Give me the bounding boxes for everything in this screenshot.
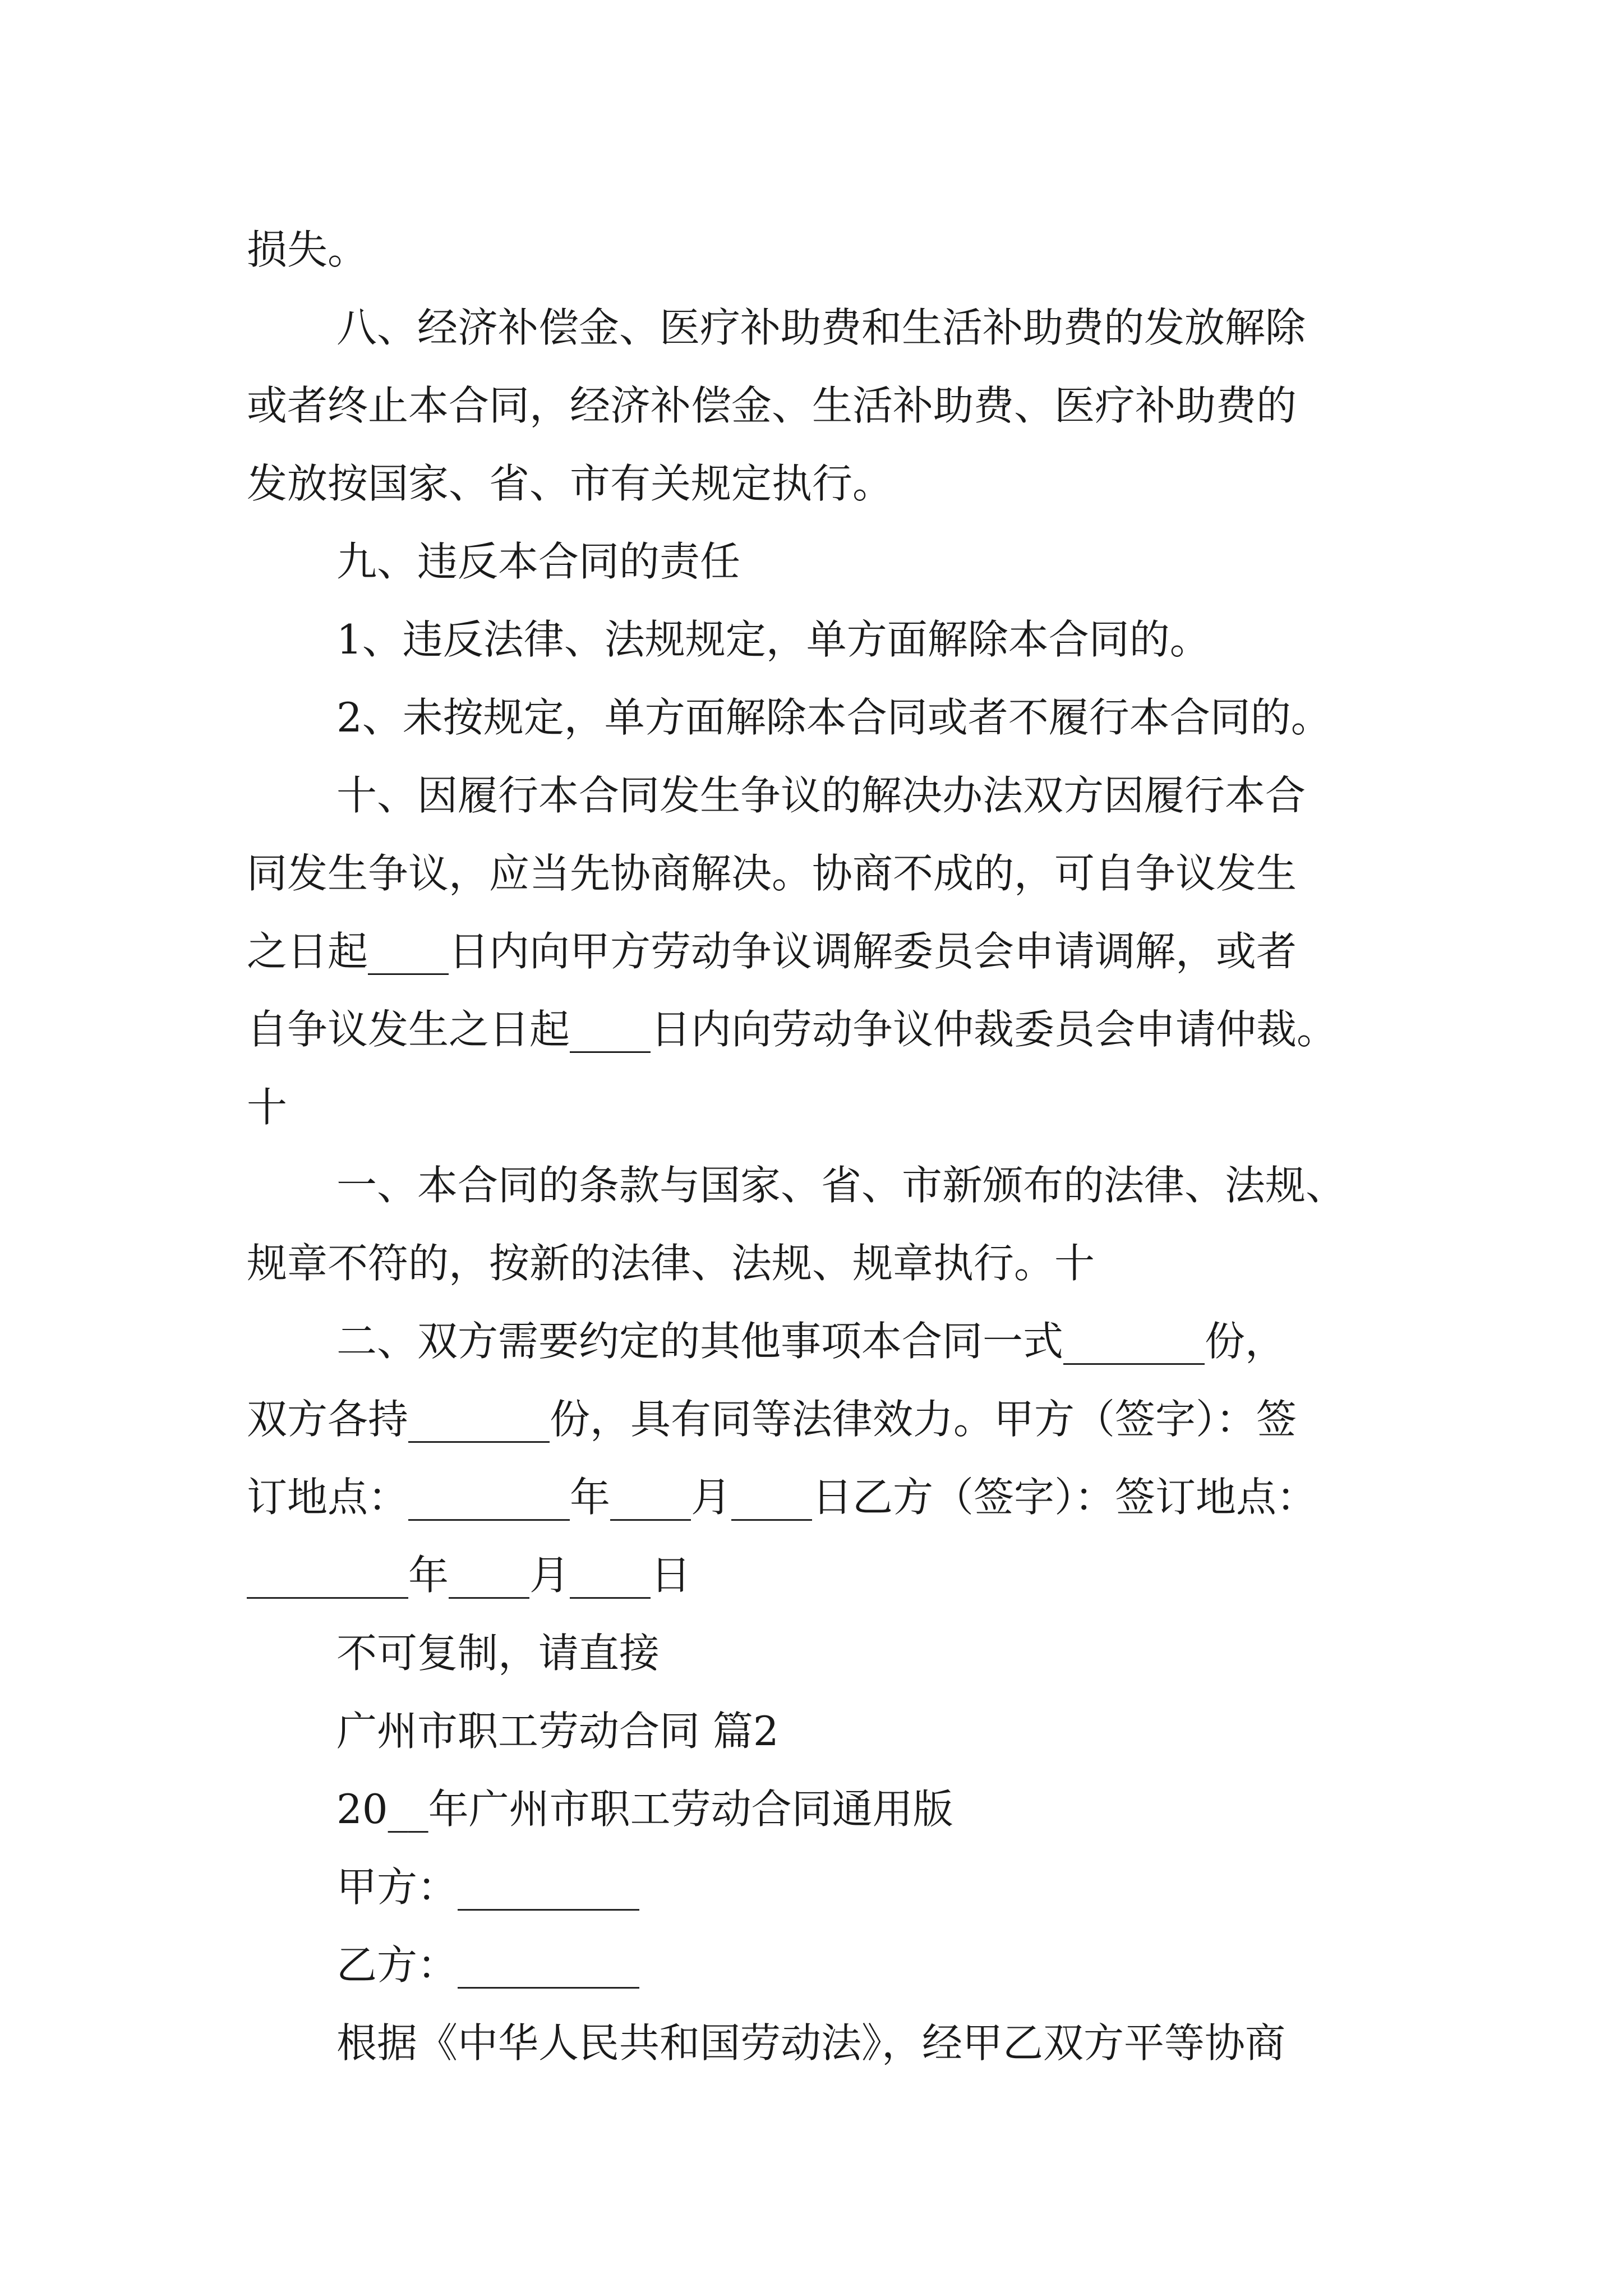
text-line: 根据《中华人民共和国劳动法》，经甲乙双方平等协商	[336, 2019, 1286, 2067]
notice-text: 不可复制，请直接	[336, 1630, 660, 1677]
date-line: ________年____月____日	[247, 1552, 691, 1599]
text-line: 自争议发生之日起____日内向劳动争议仲裁委员会申请仲裁。	[247, 1006, 1338, 1053]
text-line: 之日起____日内向甲方劳动争议调解委员会申请调解，或者	[247, 928, 1297, 975]
text-line: 同发生争议，应当先协商解决。协商不成的，可自争议发生	[247, 850, 1297, 897]
clause-item: 2、未按规定，单方面解除本合同或者不履行本合同的。	[336, 694, 1331, 741]
section-11-heading: 一、本合同的条款与国家、省、市新颁布的法律、法规、	[336, 1162, 1347, 1209]
clause-item: 1、违反法律、法规规定，单方面解除本合同的。	[336, 616, 1210, 663]
text-line: 十	[247, 1084, 288, 1131]
text-line: 损失。	[247, 226, 368, 273]
section-10-heading: 十、因履行本合同发生争议的解决办法双方因履行本合	[336, 772, 1306, 819]
section-12-heading: 二、双方需要约定的其他事项本合同一式_______份，	[336, 1318, 1286, 1365]
text-line: 或者终止本合同，经济补偿金、生活补助费、医疗补助费的	[247, 382, 1297, 429]
contract-title: 广州市职工劳动合同 篇2	[336, 1708, 779, 1755]
text-line: 规章不符的，按新的法律、法规、规章执行。十	[247, 1240, 1095, 1287]
party-b-field: 乙方：_________	[336, 1941, 640, 1989]
document-body	[247, 211, 1396, 2082]
section-9-heading: 九、违反本合同的责任	[336, 538, 741, 585]
signature-line: 双方各持_______份，具有同等法律效力。甲方（签字）：签	[247, 1396, 1297, 1443]
contract-subtitle: 20__年广州市职工劳动合同通用版	[336, 1786, 953, 1833]
party-a-field: 甲方：_________	[336, 1864, 640, 1911]
text-line: 发放按国家、省、市有关规定执行。	[247, 460, 893, 507]
signature-line: 订地点：________年____月____日乙方（签字）：签订地点：	[247, 1474, 1317, 1521]
section-8-heading: 八、经济补偿金、医疗补助费和生活补助费的发放解除	[336, 304, 1306, 351]
